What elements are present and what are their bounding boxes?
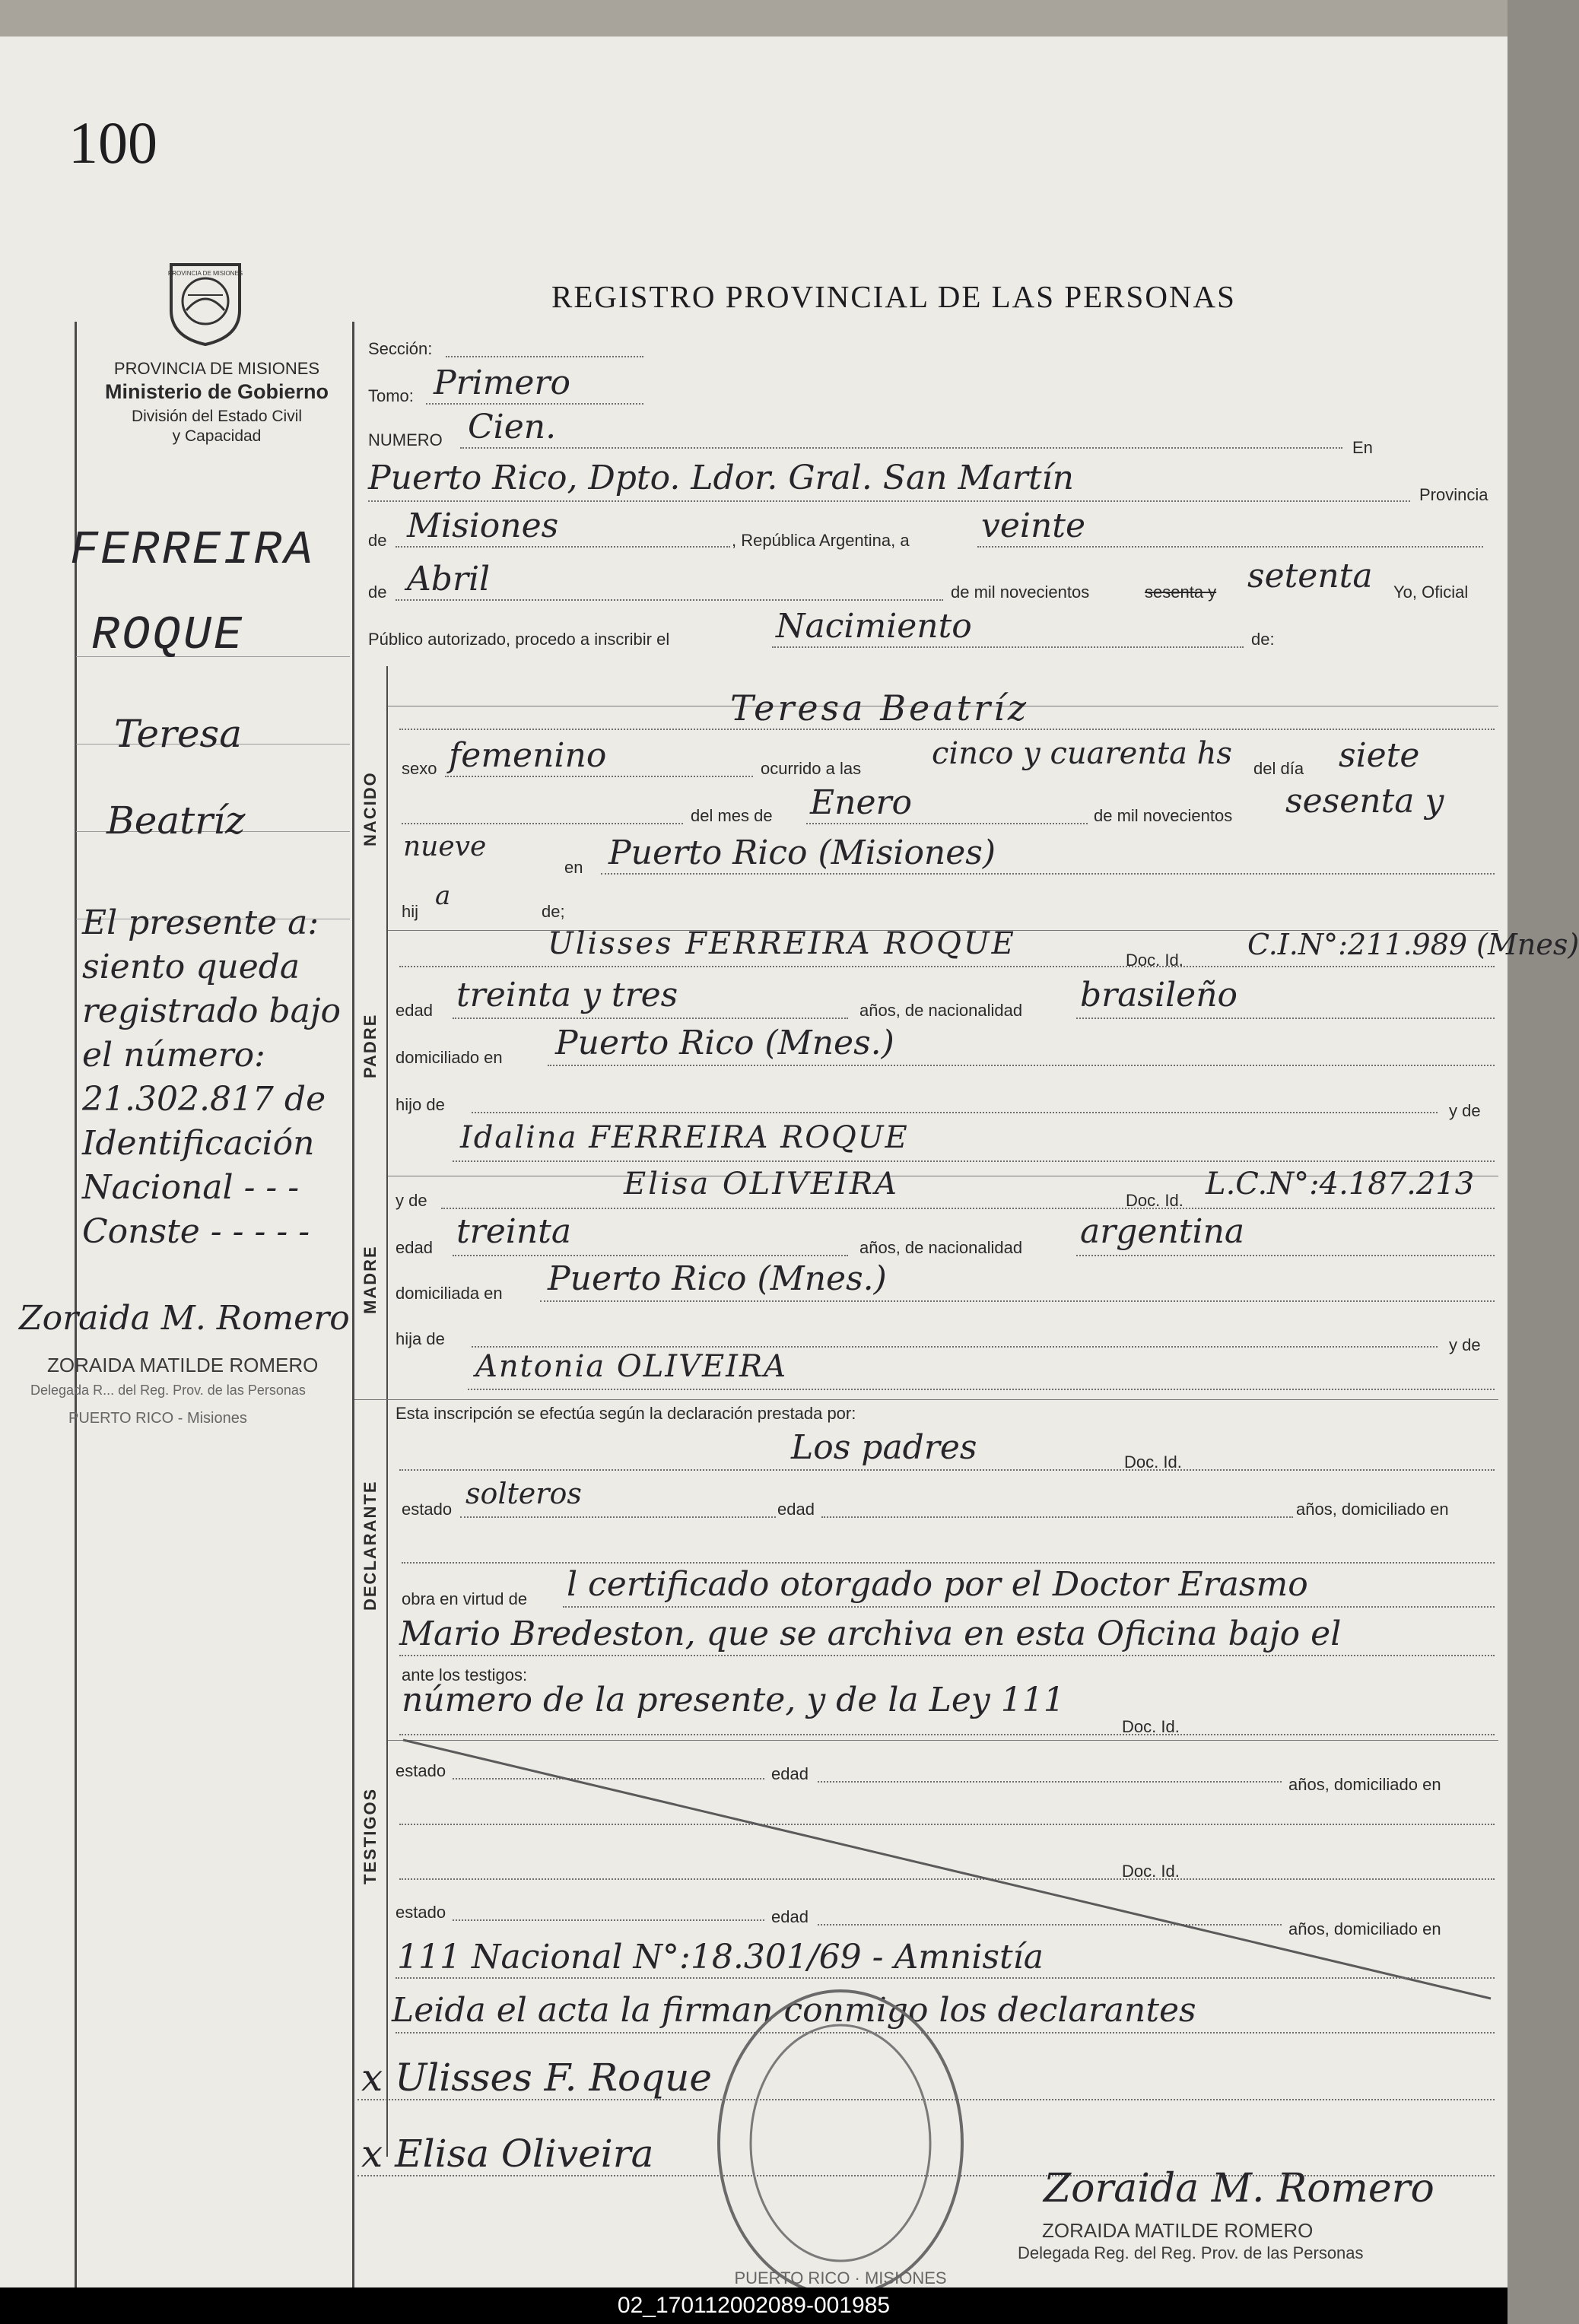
label-anos-nac-padre: años, de nacionalidad <box>859 1001 1023 1020</box>
entry-padre-dom: Puerto Rico (Mnes.) <box>555 1024 894 1062</box>
entry-cierre: Leida el acta la firman conmigo los declarantes <box>392 1991 1196 2030</box>
label-estado-testigo-2: estado <box>396 1903 446 1922</box>
entry-tomo: Primero <box>434 364 570 402</box>
entry-dia-inscripcion: veinte <box>981 506 1086 545</box>
label-edad-padre: edad <box>396 1001 433 1020</box>
label-de-1: de <box>368 531 387 550</box>
entry-anio-inscripcion: setenta <box>1247 557 1373 595</box>
entry-lugar-nac: Puerto Rico (Misiones) <box>608 833 996 872</box>
margin-stamp-role: Delegada R... del Reg. Prov. de las Personas <box>30 1383 306 1398</box>
label-ocurrido: ocurrido a las <box>761 759 862 778</box>
label-seccion: Sección: <box>368 339 433 358</box>
label-estado-declarante: estado <box>402 1500 453 1519</box>
label-numero: NUMERO <box>368 430 443 449</box>
section-padre-label: PADRE <box>361 1013 380 1078</box>
signature-father: x Ulisses F. Roque <box>361 2056 712 2100</box>
official-name: ZORAIDA MATILDE ROMERO <box>1042 2219 1314 2242</box>
entry-testigos-nota: 111 Nacional N°:18.301/69 - Amnistía <box>397 1938 1044 1976</box>
document-page <box>0 37 1579 2287</box>
column-divider-line <box>352 322 354 2287</box>
entry-madre-doc: L.C.N°:4.187.213 <box>1206 1167 1475 1202</box>
entry-mes-nac: Enero <box>810 783 913 822</box>
crest-text: PROVINCIA DE MISIONES <box>167 270 243 277</box>
top-edge <box>0 0 1508 37</box>
label-hija-de: hija de <box>396 1329 445 1348</box>
entry-padre-edad: treinta y tres <box>456 976 678 1014</box>
label-edad-testigo-2: edad <box>771 1907 809 1926</box>
entry-padre-doc: C.I.N°:211.989 (Mnes) <box>1247 928 1579 961</box>
entry-acto: Nacimiento <box>776 607 972 646</box>
label-ante: ante los testigos: <box>402 1665 528 1684</box>
signature-official: Zoraida M. Romero <box>1044 2166 1434 2211</box>
entry-madre-dom: Puerto Rico (Mnes.) <box>548 1259 887 1298</box>
entry-padre-nac: brasileño <box>1080 976 1238 1014</box>
entry-anio-nac-1: sesenta y <box>1285 782 1444 821</box>
section-nacido-label: NACIDO <box>361 771 380 846</box>
label-y-de-madre: y de <box>396 1191 427 1210</box>
label-edad-madre: edad <box>396 1238 433 1257</box>
margin-signature: Zoraida M. Romero <box>19 1299 350 1338</box>
label-doc-id-testigo-1: Doc. Id. <box>1122 1717 1180 1736</box>
label-y-de-madre-2: y de <box>1449 1335 1481 1354</box>
label-doc-id-padre: Doc. Id. <box>1126 951 1183 970</box>
label-de-mil-2: de mil novecientos <box>1094 806 1233 825</box>
margin-surname-2: ROQUE <box>91 608 245 662</box>
entry-padre: Ulisses FERREIRA ROQUE <box>548 926 1016 961</box>
label-hijo-de: hijo de <box>396 1095 445 1114</box>
label-de-mil: de mil novecientos <box>951 583 1090 602</box>
label-doc-id-testigo-2: Doc. Id. <box>1122 1862 1180 1881</box>
entry-obra-3: número de la presente, y de la Ley 111 <box>402 1681 1065 1719</box>
entry-sexo: femenino <box>449 736 607 775</box>
label-provincia: Provincia <box>1419 485 1488 504</box>
margin-given-2: Beatríz <box>106 798 246 843</box>
page-number: 100 <box>68 110 157 176</box>
entry-hora: cinco y cuarenta hs <box>932 736 1232 771</box>
section-label-line <box>386 666 388 2157</box>
entry-anio-nac-2: nueve <box>403 831 487 862</box>
entry-declarante-estado: solteros <box>465 1477 582 1510</box>
section-declarante-label: DECLARANTE <box>361 1480 380 1611</box>
institution-division-2: y Capacidad <box>172 427 262 445</box>
footer-identifier: 02_170112002089-001985 <box>0 2287 1508 2324</box>
label-y-de-padre: y de <box>1449 1101 1481 1120</box>
section-testigos-label: TESTIGOS <box>361 1787 380 1884</box>
entry-obra-1: l certificado otorgado por el Doctor Erasmo <box>567 1565 1308 1604</box>
label-de-colon: de: <box>1251 630 1275 649</box>
official-seal <box>711 1983 970 2303</box>
entry-abuela-paterna: Idalina FERREIRA ROQUE <box>460 1120 909 1155</box>
margin-surname-1: FERREIRA <box>70 523 315 577</box>
label-hij: hij <box>402 902 419 921</box>
entry-nombre: Teresa Beatríz <box>730 687 1030 729</box>
margin-note-line-2: siento queda <box>82 948 300 986</box>
entry-declarante: Los padres <box>791 1428 977 1467</box>
margin-note-line-1: El presente a: <box>82 903 319 942</box>
entry-madre: Elisa OLIVEIRA <box>624 1167 899 1202</box>
entry-lugar: Puerto Rico, Dpto. Ldor. Gral. San Martín <box>368 459 1074 497</box>
label-domiciliado-padre: domiciliado en <box>396 1048 503 1067</box>
margin-stamp-place: PUERTO RICO - Misiones <box>68 1410 247 1427</box>
label-estado-testigo-1: estado <box>396 1761 446 1780</box>
label-publico: Público autorizado, procedo a inscribir el <box>368 630 670 649</box>
label-domiciliada-madre: domiciliada en <box>396 1284 503 1303</box>
entry-madre-edad: treinta <box>456 1212 572 1251</box>
margin-given-1: Teresa <box>114 712 243 756</box>
entry-dia-nac: siete <box>1339 736 1420 775</box>
entry-hij-suffix: a <box>435 881 451 911</box>
label-del-mes: del mes de <box>691 806 773 825</box>
margin-note-line-5: 21.302.817 de <box>82 1080 326 1119</box>
entry-mes-inscripcion: Abril <box>407 560 491 598</box>
margin-stamp-name: ZORAIDA MATILDE ROMERO <box>47 1354 319 1376</box>
margin-note-line-3: registrado bajo <box>82 992 342 1030</box>
label-de-semicolon: de; <box>542 902 565 921</box>
entry-provincia: Misiones <box>407 506 559 545</box>
label-edad-testigo-1: edad <box>771 1764 809 1783</box>
entry-madre-nac: argentina <box>1080 1212 1245 1251</box>
label-del-dia: del día <box>1253 759 1304 778</box>
provincial-crest-icon <box>164 257 247 348</box>
margin-note-line-4: el número: <box>82 1036 265 1075</box>
label-republica: , República Argentina, a <box>732 531 910 550</box>
label-edad-declarante: edad <box>777 1500 815 1519</box>
label-obra: obra en virtud de <box>402 1589 528 1608</box>
official-role: Delegada Reg. del Reg. Prov. de las Personas <box>1018 2243 1364 2262</box>
seal-text: PUERTO RICO · MISIONES <box>734 2268 947 2287</box>
page-title: REGISTRO PROVINCIAL DE LAS PERSONAS <box>551 279 1236 314</box>
signature-mother: x Elisa Oliveira <box>361 2132 654 2176</box>
label-anos-dom-declarante: años, domiciliado en <box>1296 1500 1449 1519</box>
margin-note-line-8: Conste - - - - - <box>82 1212 310 1251</box>
label-en-lugar: en <box>564 858 583 877</box>
institution-ministry: Ministerio de Gobierno <box>104 380 329 403</box>
label-sexo: sexo <box>402 759 437 778</box>
label-en: En <box>1352 438 1373 457</box>
label-yo-oficial: Yo, Oficial <box>1393 583 1469 602</box>
label-anos-nac-madre: años, de nacionalidad <box>859 1238 1023 1257</box>
institution-province: PROVINCIA DE MISIONES <box>113 359 320 378</box>
institution-division-1: División del Estado Civil <box>131 408 303 425</box>
entry-obra-2: Mario Bredeston, que se archiva en esta Oficina bajo el <box>399 1614 1342 1653</box>
label-doc-id-declarante: Doc. Id. <box>1124 1452 1182 1472</box>
entry-numero: Cien. <box>468 408 557 446</box>
label-tomo: Tomo: <box>368 386 414 405</box>
label-anos-dom-testigo-2: años, domiciliado en <box>1288 1919 1441 1938</box>
label-doc-id-madre: Doc. Id. <box>1126 1191 1183 1210</box>
margin-note-line-7: Nacional - - - <box>82 1168 300 1207</box>
entry-anio-tachado: sesenta y <box>1145 583 1217 602</box>
entry-abuela-materna: Antonia OLIVEIRA <box>475 1349 787 1384</box>
label-anos-dom-testigo-1: años, domiciliado en <box>1288 1775 1441 1794</box>
margin-note-line-6: Identificación <box>82 1124 315 1163</box>
section-madre-label: MADRE <box>361 1245 380 1314</box>
label-de-2: de <box>368 583 387 602</box>
label-inscripcion: Esta inscripción se efectúa según la declaración prestada por: <box>396 1404 856 1423</box>
